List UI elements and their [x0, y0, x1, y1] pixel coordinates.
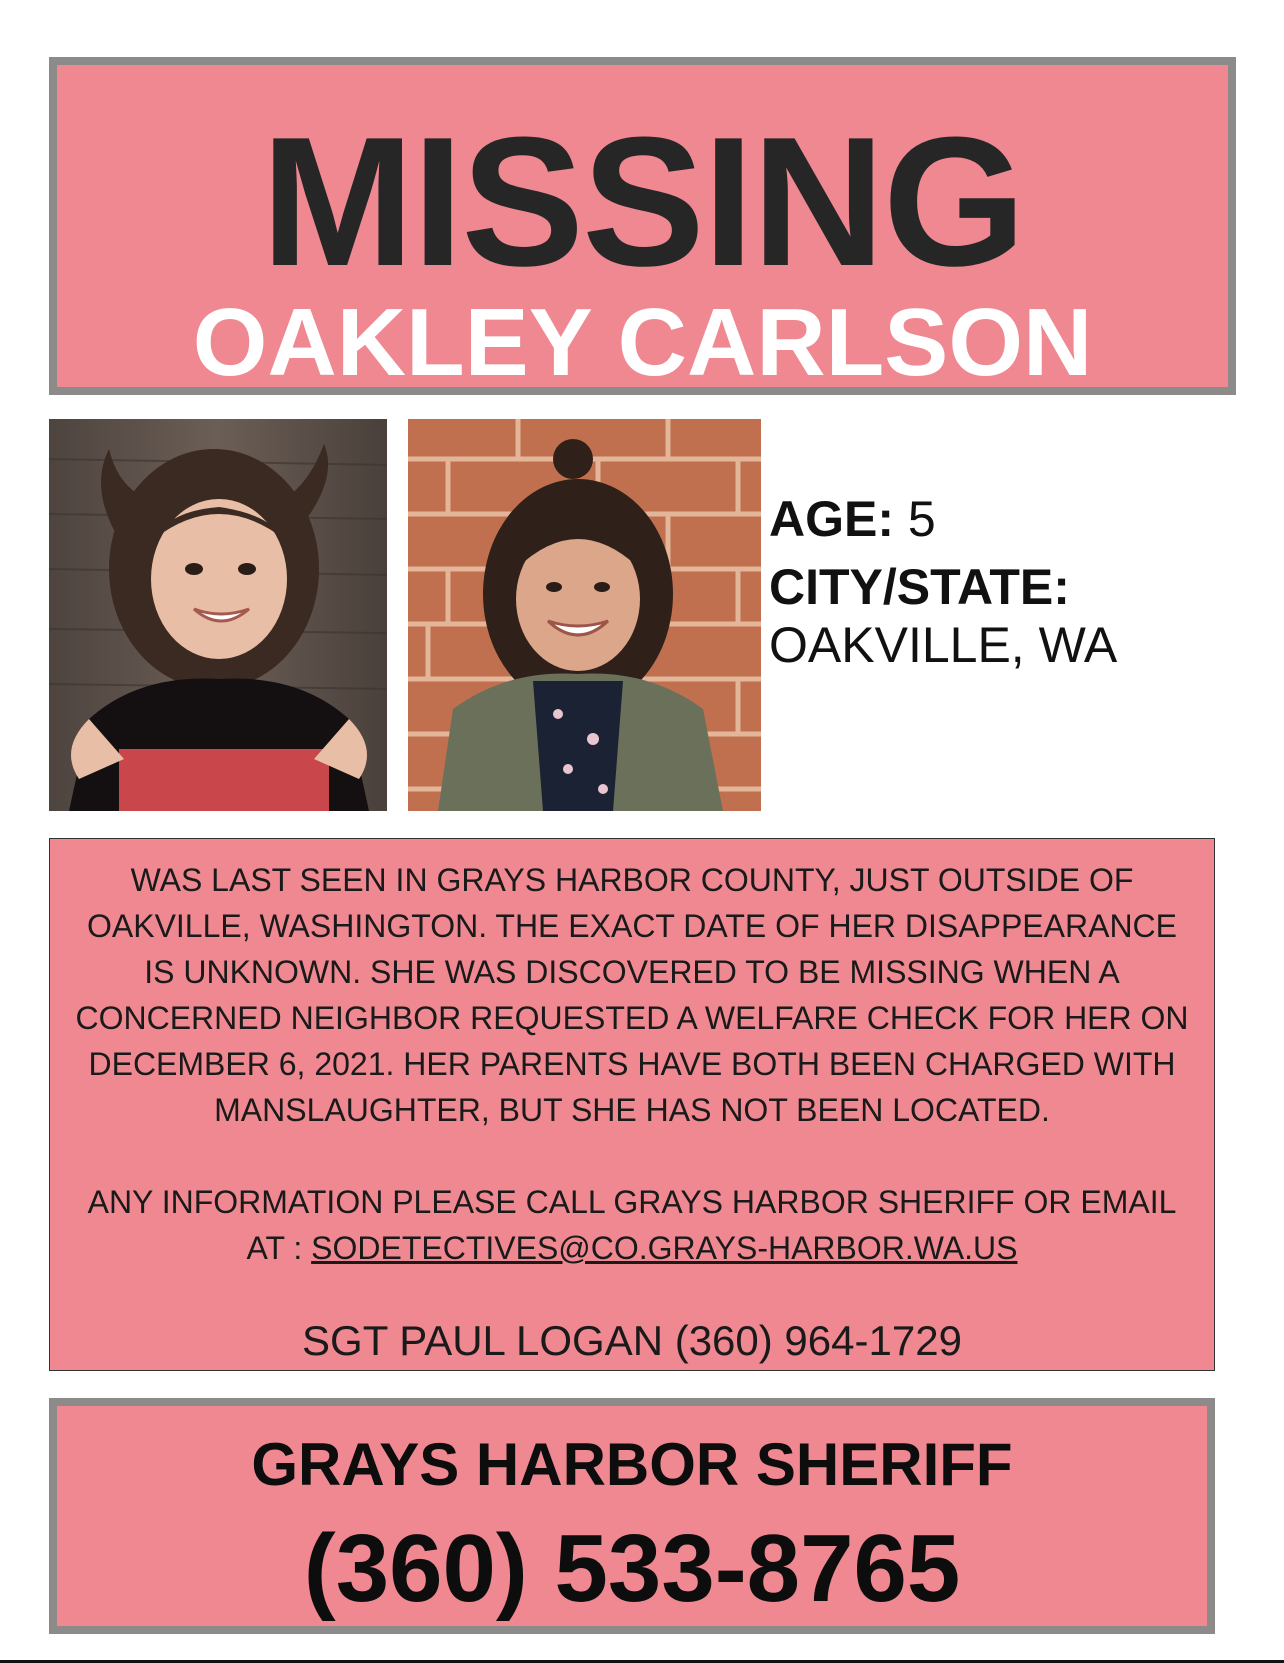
contact-prefix: AT :	[246, 1230, 312, 1266]
child-photo-brick-wall	[408, 419, 761, 811]
description-line: MANSLAUGHTER, BUT SHE HAS NOT BEEN LOCATED.	[214, 1092, 1050, 1128]
contact-email-link[interactable]: SODETECTIVES@CO.GRAYS-HARBOR.WA.US	[311, 1230, 1018, 1266]
age-row	[769, 490, 1117, 548]
age-label: AGE:	[769, 491, 894, 547]
city-value: OAKVILLE, WA	[769, 617, 1118, 673]
sgt-contact: SGT PAUL LOGAN (360) 964-1729	[302, 1317, 962, 1364]
contact-line: ANY INFORMATION PLEASE CALL GRAYS HARBOR SHERIFF OR EMAIL	[87, 1184, 1177, 1220]
missing-person-name: OAKLEY CARLSON	[192, 289, 1093, 396]
description-line: OAKVILLE, WASHINGTON. THE EXACT DATE OF HER DISAPPEARANCE	[86, 908, 1177, 944]
sheriff-title: GRAYS HARBOR SHERIFF	[251, 1431, 1013, 1498]
sheriff-phone: (360) 533-8765	[303, 1515, 961, 1622]
header-banner	[49, 57, 1236, 395]
age-value: 5	[907, 491, 936, 547]
missing-title: MISSING	[261, 98, 1024, 304]
city-label: CITY/STATE:	[769, 559, 1070, 615]
footer-banner	[49, 1398, 1215, 1634]
description-line: CONCERNED NEIGHBOR REQUESTED A WELFARE CHECK FOR HER ON	[75, 1000, 1189, 1036]
description-box	[49, 838, 1215, 1371]
child-photo-portrait	[49, 419, 387, 811]
person-info	[769, 490, 1117, 674]
description-line: WAS LAST SEEN IN GRAYS HARBOR COUNTY, JUST OUTSIDE OF	[130, 862, 1134, 898]
contact-email-line	[58, 1225, 1206, 1271]
city-row	[769, 558, 1117, 616]
description-text	[58, 857, 1206, 1133]
description-line: DECEMBER 6, 2021. HER PARENTS HAVE BOTH BEEN CHARGED WITH	[88, 1046, 1176, 1082]
contact-text	[58, 1179, 1206, 1271]
description-line: IS UNKNOWN. SHE WAS DISCOVERED TO BE MISSING WHEN A	[144, 954, 1120, 990]
